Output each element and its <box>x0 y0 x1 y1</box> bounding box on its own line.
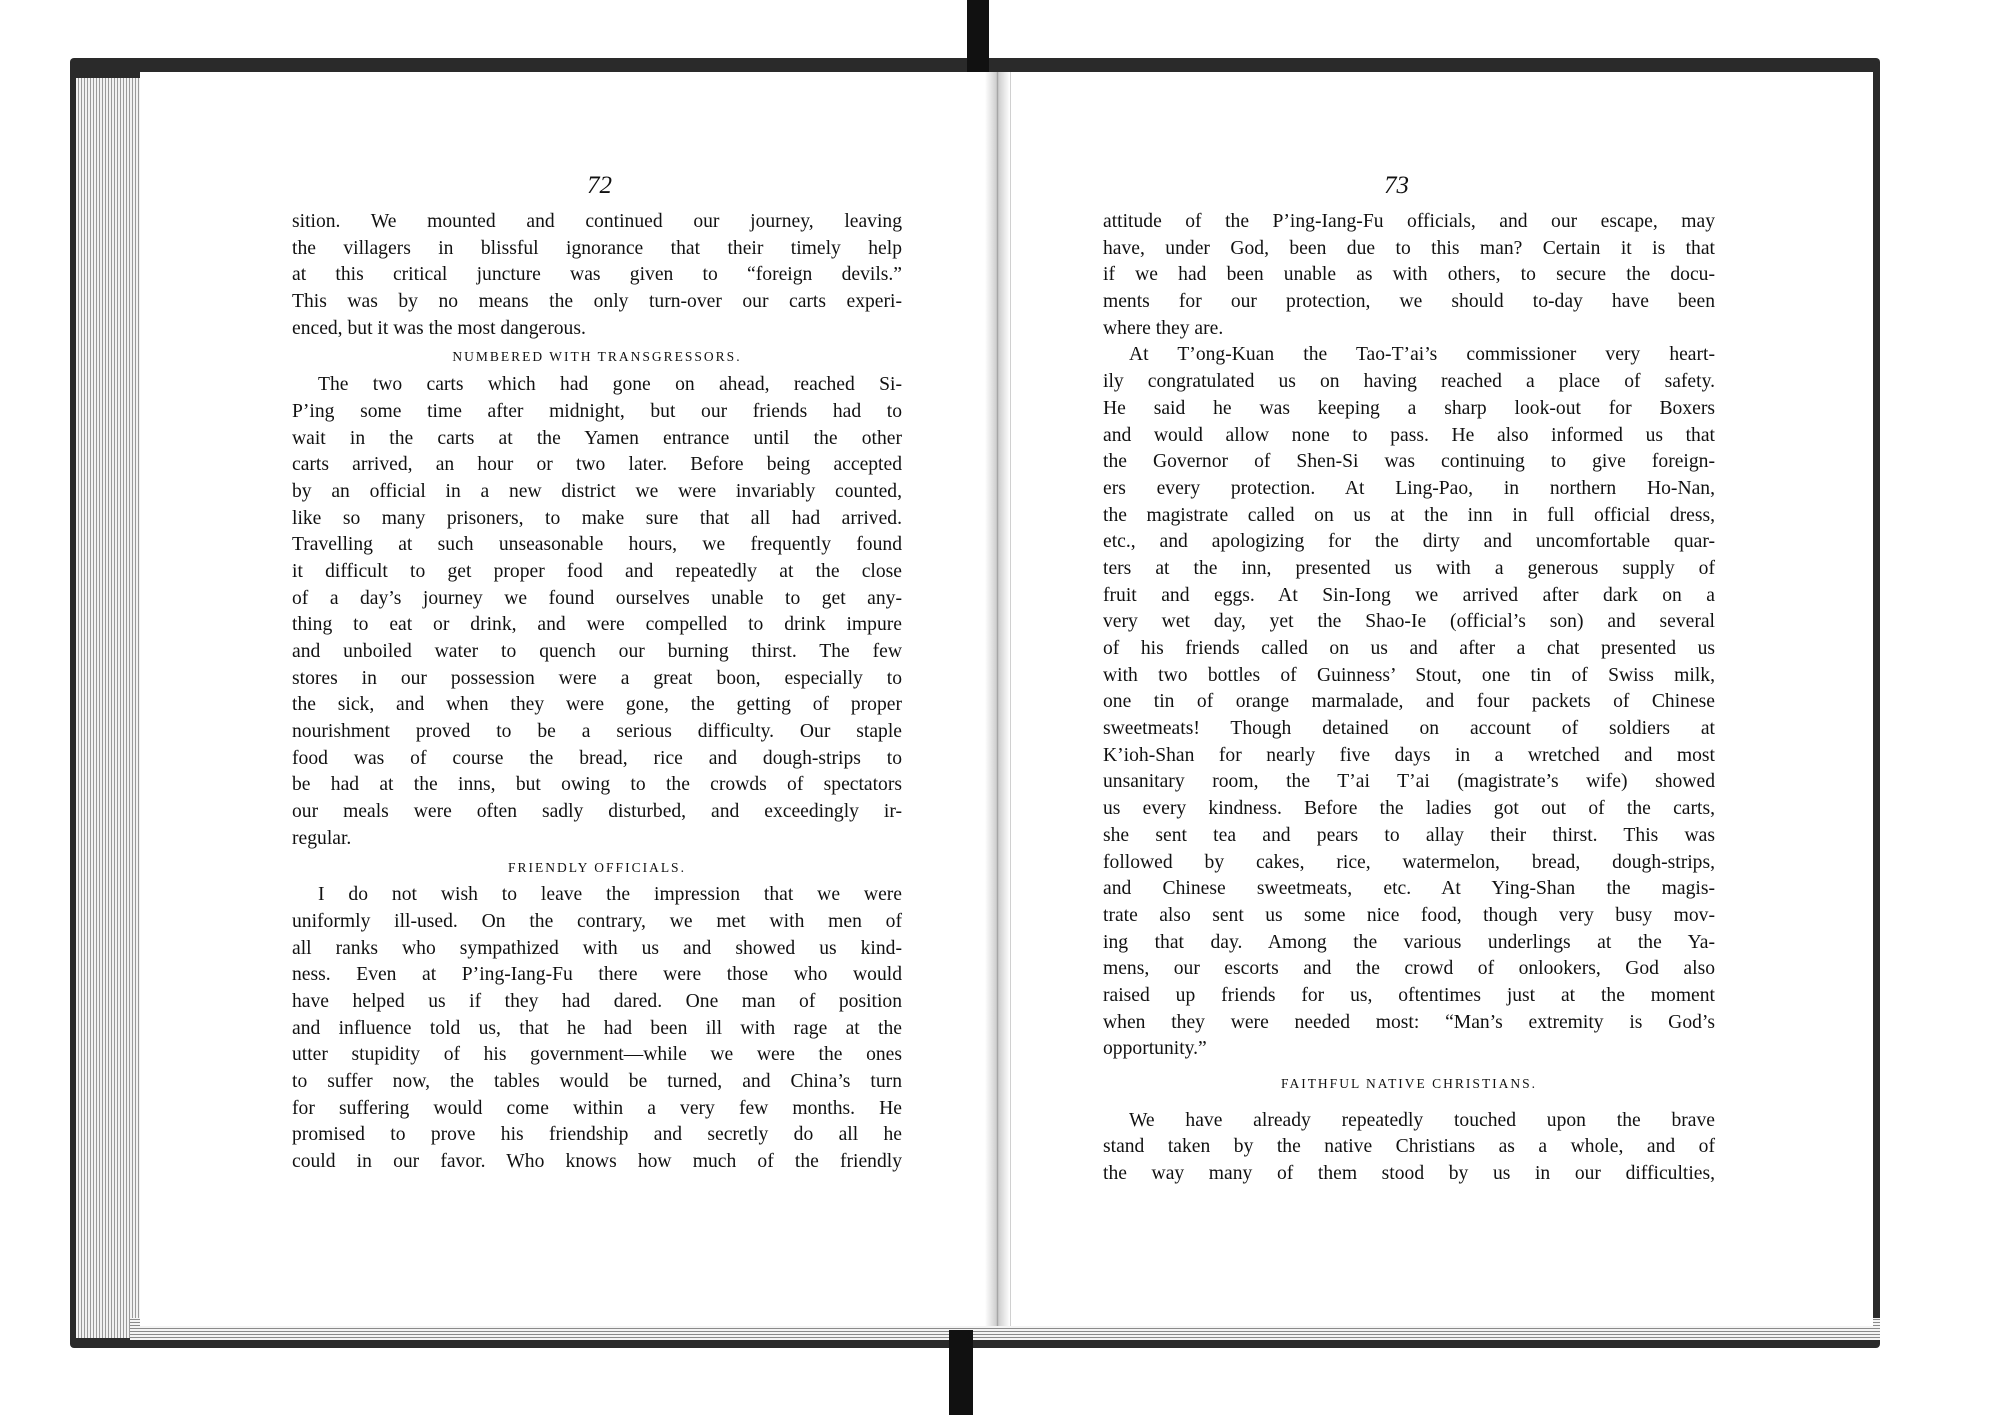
text-line: and would allow none to pass. He also informed us that <box>1103 424 1715 446</box>
section-heading: FAITHFUL NATIVE CHRISTIANS. <box>1280 1076 1538 1091</box>
text-line: carts arrived, an hour or two later. Before being accepted <box>292 454 902 476</box>
text-line: if we had been unable as with others, to secure the docu- <box>1103 264 1715 286</box>
text-line: ers every protection. At Ling-Pao, in northern Ho-Nan, <box>1103 477 1715 499</box>
text-line: the villagers in blissful ignorance that their timely help <box>292 237 902 259</box>
text-line: one tin of orange marmalade, and four packets of Chinese <box>1103 691 1715 713</box>
text-line: sition. We mounted and continued our journey, leaving <box>292 211 902 232</box>
text-line: very wet day, yet the Shao-Ie (official’s son) and several <box>1103 611 1715 633</box>
text-line: The two carts which had gone on ahead, reached Si- <box>318 374 902 396</box>
text-line: P’ing some time after midnight, but our friends had to <box>292 400 902 422</box>
text-line: mens, our escorts and the crowd of onlookers, God also <box>1103 958 1715 980</box>
text-line: for suffering would come within a very few months. He <box>292 1097 902 1119</box>
text-line: and influence told us, that he had been ill with rage at the <box>292 1017 902 1039</box>
page-number: 72 <box>587 172 612 199</box>
text-line: the way many of them stood by us in our difficulties, <box>1103 1163 1715 1185</box>
text-line: We have already repeatedly touched upon the brave <box>1129 1109 1715 1131</box>
text-line: ily congratulated us on having reached a place of safety. <box>1103 371 1715 393</box>
text-line: the Governor of Shen-Si was continuing to give foreign- <box>1103 451 1715 473</box>
text-line: ing that day. Among the various underlings at the Ya- <box>1103 931 1715 953</box>
text-line: our meals were often sadly disturbed, and exceedingly ir- <box>292 801 902 823</box>
text-line: ters at the inn, presented us with a generous supply of <box>1103 557 1715 579</box>
text-line: stand taken by the native Christians as a whole, and of <box>1103 1136 1715 1158</box>
text-line: etc., and apologizing for the dirty and uncomfortable quar- <box>1103 531 1715 553</box>
text-line: like so many prisoners, to make sure that all had arrived. <box>292 507 902 529</box>
text-line: unsanitary room, the T’ai T’ai (magistrate’s wife) showed <box>1103 771 1715 793</box>
text-line: fruit and eggs. At Sin-Iong we arrived after dark on a <box>1103 584 1715 606</box>
bookmark-ribbon-bottom <box>949 1330 973 1415</box>
text-line: at this critical juncture was given to “foreign devils.” <box>292 264 902 286</box>
text-line: stores in our possession were a great boon, especially to <box>292 667 902 689</box>
text-line: and Chinese sweetmeats, etc. At Ying-Shan the magis- <box>1103 878 1715 900</box>
text-line: the magistrate called on us at the inn in full official dress, <box>1103 504 1715 526</box>
text-line: food was of course the bread, rice and dough-strips to <box>292 747 902 769</box>
text-line: the sick, and when they were gone, the getting of proper <box>292 694 902 716</box>
text-line: have helped us if they had dared. One man of position <box>292 990 902 1012</box>
page-edges <box>76 78 146 1338</box>
text-line: utter stupidity of his government—while we were the ones <box>292 1044 902 1066</box>
text-line: This was by no means the only turn-over our carts experi- <box>292 291 902 313</box>
section-heading: FRIENDLY OFFICIALS. <box>508 859 686 875</box>
text-line: of his friends called on us and after a chat presented us <box>1103 638 1715 659</box>
bookmark-ribbon-top <box>967 0 989 72</box>
text-line: with two bottles of Guinness’ Stout, one tin of Swiss milk, <box>1103 664 1715 686</box>
text-line: At T’ong-Kuan the Tao-T’ai’s commissioner very heart- <box>1129 344 1715 366</box>
text-line: promised to prove his friendship and secretly do all he <box>292 1124 902 1146</box>
page-number: 73 <box>1384 172 1409 199</box>
text-line: where they are. <box>1103 317 1224 339</box>
text-line: to suffer now, the tables would be turned, and China’s turn <box>292 1071 902 1092</box>
text-line: uniformly ill-used. On the contrary, we met with men of <box>292 910 902 932</box>
text-line: have, under God, been due to this man? Certain it is that <box>1103 237 1715 259</box>
text-line: when they were needed most: “Man’s extremity is God’s <box>1103 1011 1715 1033</box>
text-line: nourishment proved to be a serious difficulty. Our staple <box>292 721 902 743</box>
text-line: it difficult to get proper food and repeatedly at the close <box>292 560 902 582</box>
text-line: all ranks who sympathized with us and showed us kind- <box>292 937 902 959</box>
text-line: and unboiled water to quench our burning thirst. The few <box>292 641 902 662</box>
left-page <box>140 72 986 1326</box>
text-line: ness. Even at P’ing-Iang-Fu there were those who would <box>292 964 902 986</box>
text-line: she sent tea and pears to allay their thirst. This was <box>1103 824 1715 846</box>
text-line: enced, but it was the most dangerous. <box>292 317 586 339</box>
section-heading: NUMBERED WITH TRANSGRESSORS. <box>452 349 742 365</box>
text-line: raised up friends for us, oftentimes just at the moment <box>1103 984 1715 1006</box>
text-line: attitude of the P’ing-Iang-Fu officials, and our escape, may <box>1103 211 1715 232</box>
text-line: of a day’s journey we found ourselves unable to get any- <box>292 587 902 609</box>
text-line: K’ioh-Shan for nearly five days in a wretched and most <box>1103 744 1715 766</box>
text-line: I do not wish to leave the impression that we were <box>318 884 902 906</box>
text-line: us every kindness. Before the ladies got out of the carts, <box>1103 798 1715 820</box>
text-line: trate also sent us some nice food, though very busy mov- <box>1103 904 1715 926</box>
book-gutter <box>985 72 1010 1326</box>
text-line: opportunity.” <box>1103 1038 1207 1060</box>
text-line: ments for our protection, we should to-day have been <box>1103 291 1715 313</box>
text-line: Travelling at such unseasonable hours, we frequently found <box>292 534 902 556</box>
text-line: by an official in a new district we were invariably counted, <box>292 480 902 502</box>
text-block <box>292 209 902 1176</box>
text-line: sweetmeats! Though detained on account of soldiers at <box>1103 718 1715 740</box>
text-line: thing to eat or drink, and were compelled to drink impure <box>292 614 902 636</box>
right-page <box>1010 72 1873 1326</box>
text-block <box>1103 209 1715 1188</box>
text-line: followed by cakes, rice, watermelon, bread, dough-strips, <box>1103 851 1715 873</box>
text-line: be had at the inns, but owing to the crowds of spectators <box>292 774 902 796</box>
text-line: regular. <box>292 827 352 849</box>
text-line: wait in the carts at the Yamen entrance until the other <box>292 427 902 449</box>
text-line: He said he was keeping a sharp look-out for Boxers <box>1103 397 1715 419</box>
text-line: could in our favor. Who knows how much of the friendly <box>292 1151 902 1173</box>
